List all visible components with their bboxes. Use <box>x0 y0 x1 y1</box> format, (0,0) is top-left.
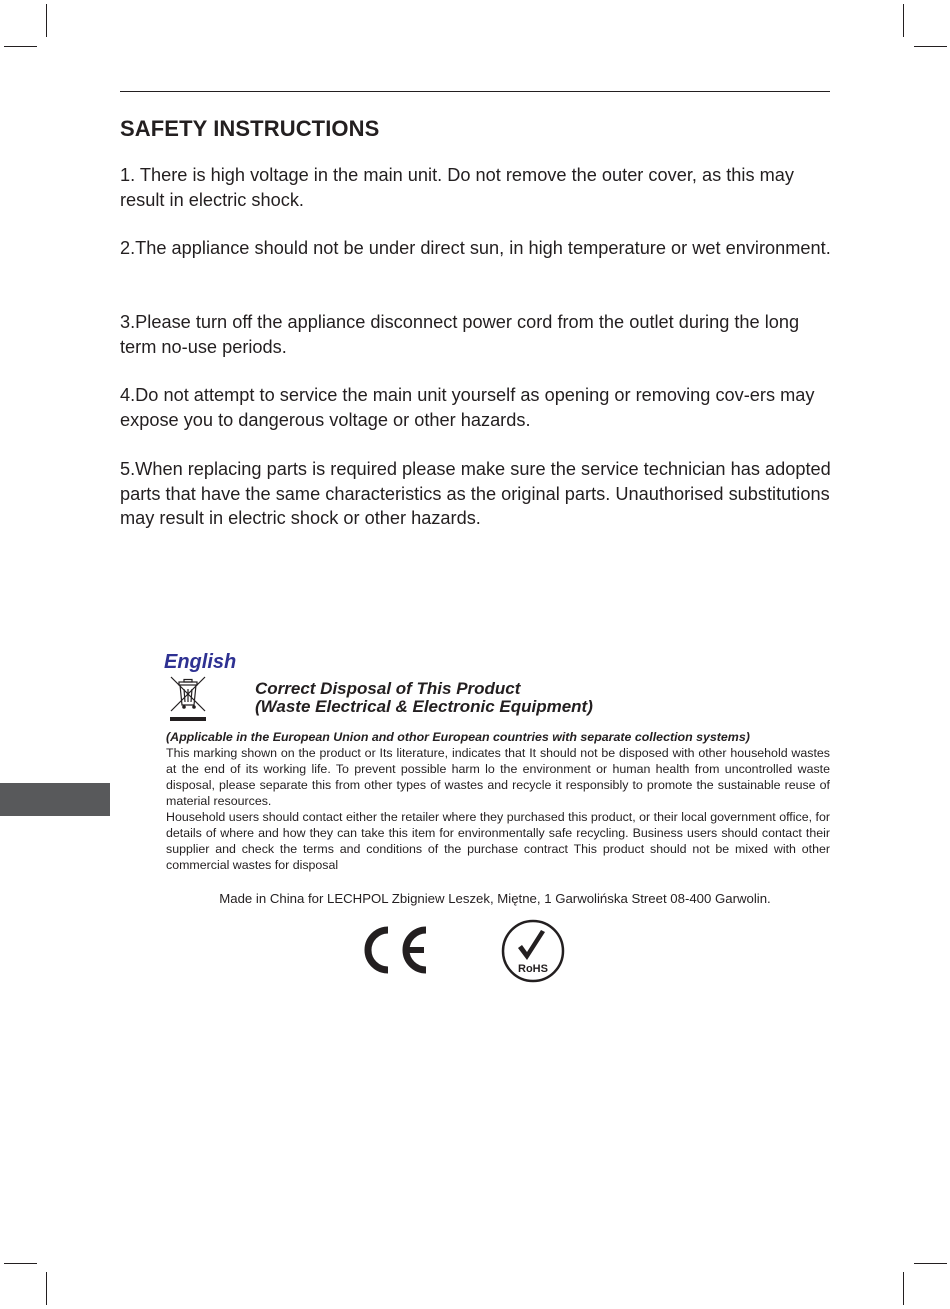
manufacturer-line: Made in China for LECHPOL Zbigniew Leszek, Miętne, 1 Garwolińska Street 08-400 Garwolin. <box>219 891 771 906</box>
header-rule <box>120 91 830 92</box>
crop-mark <box>903 1272 904 1305</box>
section-tab-marker <box>0 783 110 816</box>
crop-mark <box>914 1263 947 1264</box>
crop-mark <box>4 1263 37 1264</box>
instruction-item-5: 5.When replacing parts is required please make sure the service technician has adopted parts that have the same characteristics as the original parts. Unauthorised substitutions may result in electric shock or other hazards. <box>120 459 831 528</box>
ce-mark-icon <box>360 926 430 974</box>
disposal-title <box>255 680 593 716</box>
disposal-applicable: (Applicable in the European Union and othor European countries with separate collection systems) <box>166 730 750 744</box>
crop-mark <box>903 4 904 37</box>
instruction-item-1: 1. There is high voltage in the main unit. Do not remove the outer cover, as this may result in electric shock. <box>120 165 794 210</box>
crop-mark <box>46 1272 47 1305</box>
crop-mark <box>4 46 37 47</box>
weee-crossed-bin-icon <box>168 675 208 723</box>
instruction-item-2: 2.The appliance should not be under direct sun, in high temperature or wet environment. <box>120 238 831 258</box>
disposal-paragraph-1: This marking shown on the product or Its literature, indicates that It should not be disposed with other household wastes at the end of its working life. To prevent possible harm lo the environment or human health from uncontrolled waste disposal, please separate this from other types of wastes and recycle it responsibly to promote the sustainable reuse of material resources. <box>166 746 830 808</box>
rohs-icon <box>500 918 566 984</box>
disposal-paragraph-2: Household users should contact either the retailer where they purchased this product, or their local government office, for details of where and how they can take this item for environmentally safe recycling. Business users should contact their supplier and check the terms and conditions of the purchase contract This product should not be mixed with other commercial wastes for disposal <box>166 810 830 872</box>
rohs-label: RoHS <box>518 963 548 975</box>
crop-mark <box>914 46 947 47</box>
instruction-item-4: 4.Do not attempt to service the main unit yourself as opening or removing cov-ers may expose you to dangerous voltage or other hazards. <box>120 385 815 430</box>
disposal-text <box>166 729 830 873</box>
page-title: SAFETY INSTRUCTIONS <box>120 116 380 141</box>
crop-mark <box>46 4 47 37</box>
language-heading: English <box>164 651 237 673</box>
instruction-item-3: 3.Please turn off the appliance disconnect power cord from the outlet during the long term no-use periods. <box>120 312 800 357</box>
disposal-title-line2: (Waste Electrical & Electronic Equipment) <box>255 697 593 716</box>
disposal-title-line1: Correct Disposal of This Product <box>255 679 521 698</box>
